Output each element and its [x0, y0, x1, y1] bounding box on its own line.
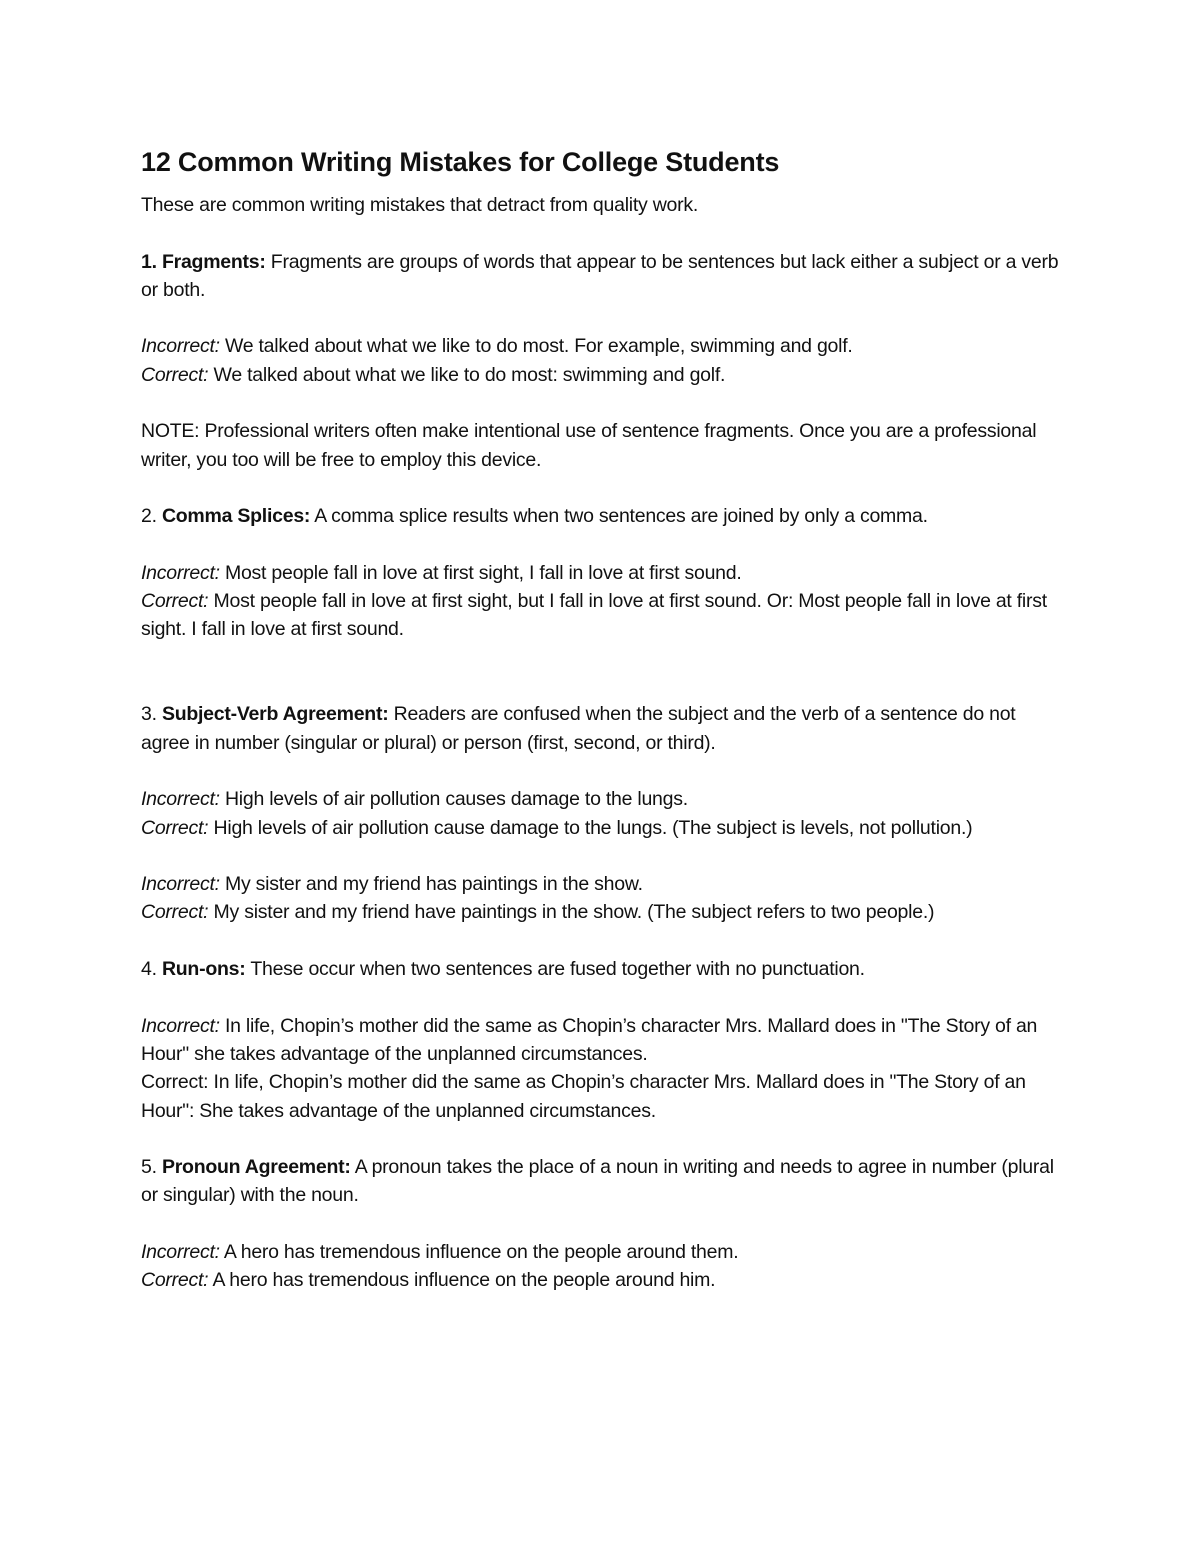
example-label: Incorrect: — [141, 335, 220, 358]
example-text: Most people fall in love at first sight, I fall in love at first sound. — [224, 561, 742, 584]
example-text: In life, Chopin’s mother did the same as Chopin’s character Mrs. Mallard does in "The Story of an Hour": She takes advantage of the unplanned circumstances. — [141, 1071, 1026, 1122]
example-text: Most people fall in love at first sight, but I fall in love at first sound. Or: Most people fall in love at first sight. I fall in love at first sound. — [141, 590, 1047, 641]
example-text: High levels of air pollution cause damage to the lungs. (The subject is levels, not pollution.) — [213, 816, 973, 839]
section-2-definition — [141, 502, 1066, 530]
section-3-definition — [141, 700, 1066, 757]
section-2-number: 2. — [141, 505, 157, 528]
section-4-example-incorrect — [141, 1012, 1066, 1069]
example-label: Incorrect: — [141, 561, 220, 584]
section-3-example-incorrect-2 — [141, 870, 1066, 898]
section-2-example-correct — [141, 587, 1066, 644]
example-label: Correct: — [141, 816, 209, 839]
section-3-example-correct-2 — [141, 898, 1066, 926]
section-5-example-correct — [141, 1266, 1066, 1294]
section-5-description: A pronoun takes the place of a noun in writing and needs to agree in number (plural or singular) with the noun. — [141, 1156, 1054, 1207]
example-label: Incorrect: — [141, 1014, 220, 1037]
section-1-heading: Fragments: — [161, 250, 266, 273]
section-3-example-incorrect — [141, 785, 1066, 813]
intro-paragraph: These are common writing mistakes that detract from quality work. — [141, 194, 699, 216]
example-text: In life, Chopin’s mother did the same as Chopin’s character Mrs. Mallard does in "The Story of an Hour" she takes advantage of the unplanned circumstances. — [141, 1014, 1038, 1065]
section-1-description: Fragments are groups of words that appear to be sentences but lack either a subject or a verb or both. — [141, 250, 1059, 301]
example-label: Correct: — [141, 1269, 209, 1292]
example-text: My sister and my friend has paintings in the show. — [224, 873, 643, 896]
section-4-description: These occur when two sentences are fused together with no punctuation. — [250, 958, 865, 981]
section-3-number: 3. — [141, 703, 157, 726]
section-5-example-incorrect — [141, 1238, 1066, 1266]
example-text: We talked about what we like to do most: swimming and golf. — [213, 363, 726, 386]
section-3-heading: Subject-Verb Agreement: — [161, 703, 389, 726]
section-1-example-correct — [141, 361, 1066, 389]
section-5-heading: Pronoun Agreement: — [161, 1156, 351, 1179]
section-3-description: Readers are confused when the subject and the verb of a sentence do not agree in number (singular or plural) or person (first, second, or third). — [141, 703, 1016, 754]
page-title: 12 Common Writing Mistakes for College Students — [141, 147, 780, 177]
example-label: Correct: — [141, 590, 209, 613]
example-label: Correct: — [141, 363, 209, 386]
section-5-definition — [141, 1153, 1066, 1210]
section-4-definition — [141, 955, 1066, 983]
section-5-number: 5. — [141, 1156, 157, 1179]
section-2-description: A comma splice results when two sentences are joined by only a comma. — [314, 505, 928, 528]
section-2-heading: Comma Splices: — [161, 505, 311, 528]
section-4-heading: Run-ons: — [161, 958, 246, 981]
example-label: Correct: — [141, 901, 209, 924]
section-4-number: 4. — [141, 958, 157, 981]
example-text: High levels of air pollution causes damage to the lungs. — [224, 788, 688, 811]
document-body — [141, 140, 1066, 1295]
section-2-example-incorrect — [141, 559, 1066, 587]
example-text: A hero has tremendous influence on the people around them. — [223, 1240, 739, 1263]
example-text: We talked about what we like to do most. For example, swimming and golf. — [224, 335, 853, 358]
section-1-definition — [141, 248, 1066, 305]
section-1-example-incorrect — [141, 332, 1066, 360]
section-1-number: 1. — [141, 250, 157, 273]
section-4-example-correct — [141, 1068, 1066, 1125]
example-text: A hero has tremendous influence on the people around him. — [212, 1269, 716, 1292]
example-label: Correct: — [141, 1071, 209, 1094]
example-label: Incorrect: — [141, 788, 220, 811]
example-text: My sister and my friend have paintings in the show. (The subject refers to two people.) — [213, 901, 935, 924]
example-label: Incorrect: — [141, 873, 220, 896]
section-1-note: NOTE: Professional writers often make intentional use of sentence fragments. Once you are a professional writer, you too will be free to employ this device. — [141, 420, 1037, 471]
section-3-example-correct — [141, 814, 1066, 842]
example-label: Incorrect: — [141, 1240, 220, 1263]
